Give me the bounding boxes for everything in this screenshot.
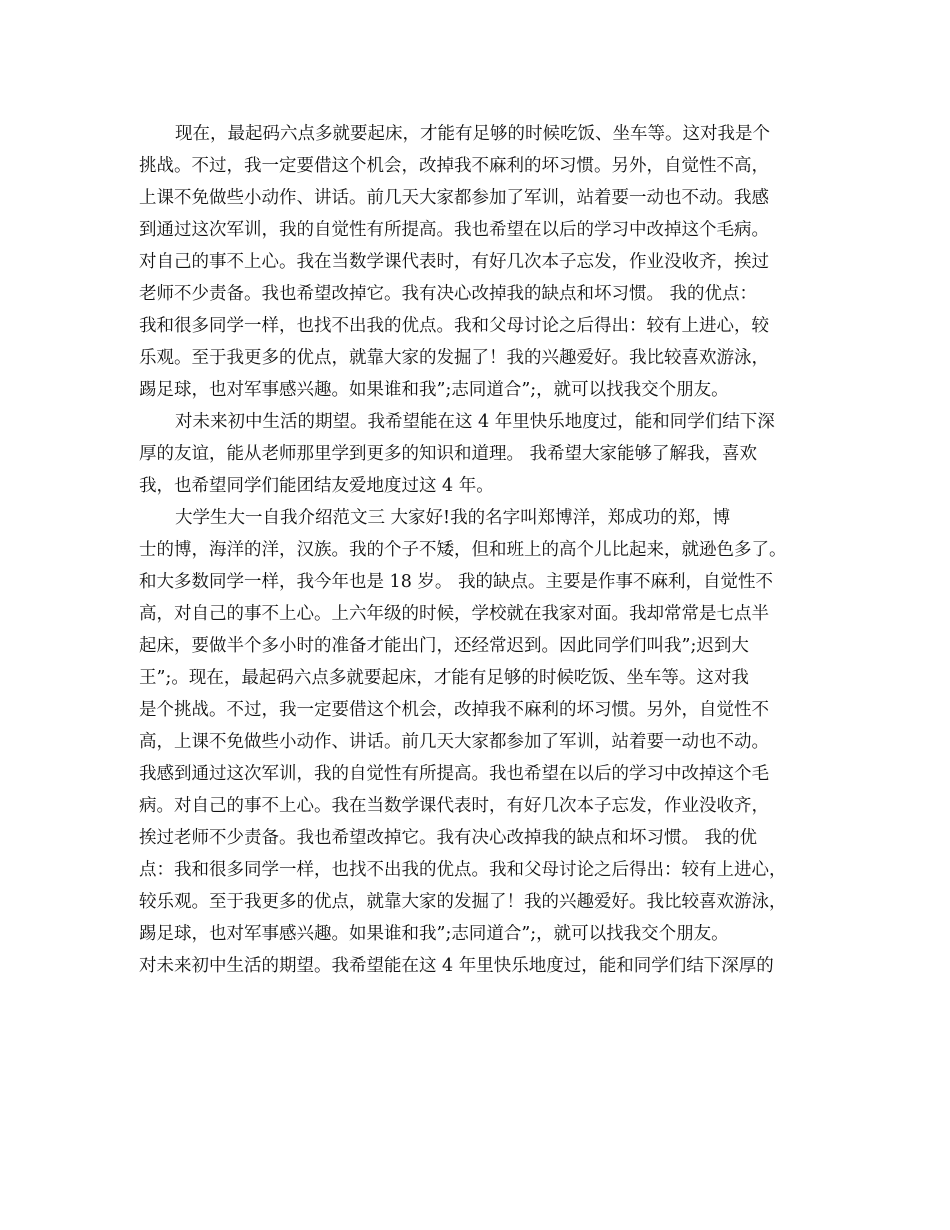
text-line: 我感到通过这次军训，我的自觉性有所提高。我也希望在以后的学习中改掉这个毛: [139, 764, 769, 784]
text-line: 和大多数同学一样，我今年也是 18 岁。 我的缺点。主要是作事不麻利，自觉性不: [139, 572, 773, 592]
text-line: 较乐观。至于我更多的优点，就靠大家的发掘了！我的兴趣爱好。我比较喜欢游泳，: [139, 892, 787, 912]
text-line: 对自己的事不上心。我在当数学课代表时，有好几次本子忘发，作业没收齐，挨过: [139, 252, 769, 272]
text-line: 现在，最起码六点多就要起床，才能有足够的时候吃饭、坐车等。这对我是个: [175, 124, 770, 144]
document-body: [139, 118, 819, 982]
text-line: 高，上课不免做些小动作、讲话。前几天大家都参加了军训，站着要一动也不动。: [139, 732, 769, 752]
text-line: 士的博，海洋的洋，汉族。我的个子不矮，但和班上的高个儿比起来，就逊色多了。: [139, 540, 787, 560]
text-line: 我和很多同学一样，也找不出我的优点。我和父母讨论之后得出：较有上进心，较: [139, 316, 769, 336]
text-line: 起床，要做半个多小时的准备才能出门，还经常迟到。因此同学们叫我”;迟到大: [139, 636, 749, 656]
text-line: 到通过这次军训，我的自觉性有所提高。我也希望在以后的学习中改掉这个毛病。: [139, 220, 769, 240]
text-line: 高，对自己的事不上心。上六年级的时候，学校就在我家对面。我却常常是七点半: [139, 604, 769, 624]
text-line: 王”;。现在，最起码六点多就要起床，才能有足够的时候吃饭、坐车等。这对我: [139, 668, 749, 688]
text-line: 我，也希望同学们能团结友爱地度过这 4 年。: [139, 476, 494, 496]
text-line: 点：我和很多同学一样，也找不出我的优点。我和父母讨论之后得出：较有上进心，: [139, 860, 787, 880]
text-line: 上课不免做些小动作、讲话。前几天大家都参加了军训，站着要一动也不动。我感: [139, 188, 769, 208]
text-line: 挨过老师不少责备。我也希望改掉它。我有决心改掉我的缺点和坏习惯。 我的优: [139, 828, 758, 848]
text-line: 厚的友谊，能从老师那里学到更多的知识和道理。 我希望大家能够了解我，喜欢: [139, 444, 758, 464]
text-line: 踢足球，也对军事感兴趣。如果谁和我”;志同道合”;，就可以找我交个朋友。: [139, 924, 729, 944]
text-line: 乐观。至于我更多的优点，就靠大家的发掘了！我的兴趣爱好。我比较喜欢游泳，: [139, 348, 769, 368]
text-line: 老师不少责备。我也希望改掉它。我有决心改掉我的缺点和坏习惯。 我的优点：: [139, 284, 758, 304]
text-line: 病。对自己的事不上心。我在当数学课代表时，有好几次本子忘发，作业没收齐，: [139, 796, 769, 816]
text-line: 是个挑战。不过，我一定要借这个机会，改掉我不麻利的坏习惯。另外，自觉性不: [139, 700, 769, 720]
text-line: 挑战。不过，我一定要借这个机会，改掉我不麻利的坏习惯。另外，自觉性不高，: [139, 156, 769, 176]
text-line: 踢足球，也对军事感兴趣。如果谁和我”;志同道合”;，就可以找我交个朋友。: [139, 380, 729, 400]
text-line: 大学生大一自我介绍范文三 大家好!我的名字叫郑博洋，郑成功的郑，博: [175, 508, 731, 528]
text-line: 对未来初中生活的期望。我希望能在这 4 年里快乐地度过，能和同学们结下深厚的: [139, 956, 774, 976]
text-line: 对未来初中生活的期望。我希望能在这 4 年里快乐地度过，能和同学们结下深: [175, 412, 775, 432]
